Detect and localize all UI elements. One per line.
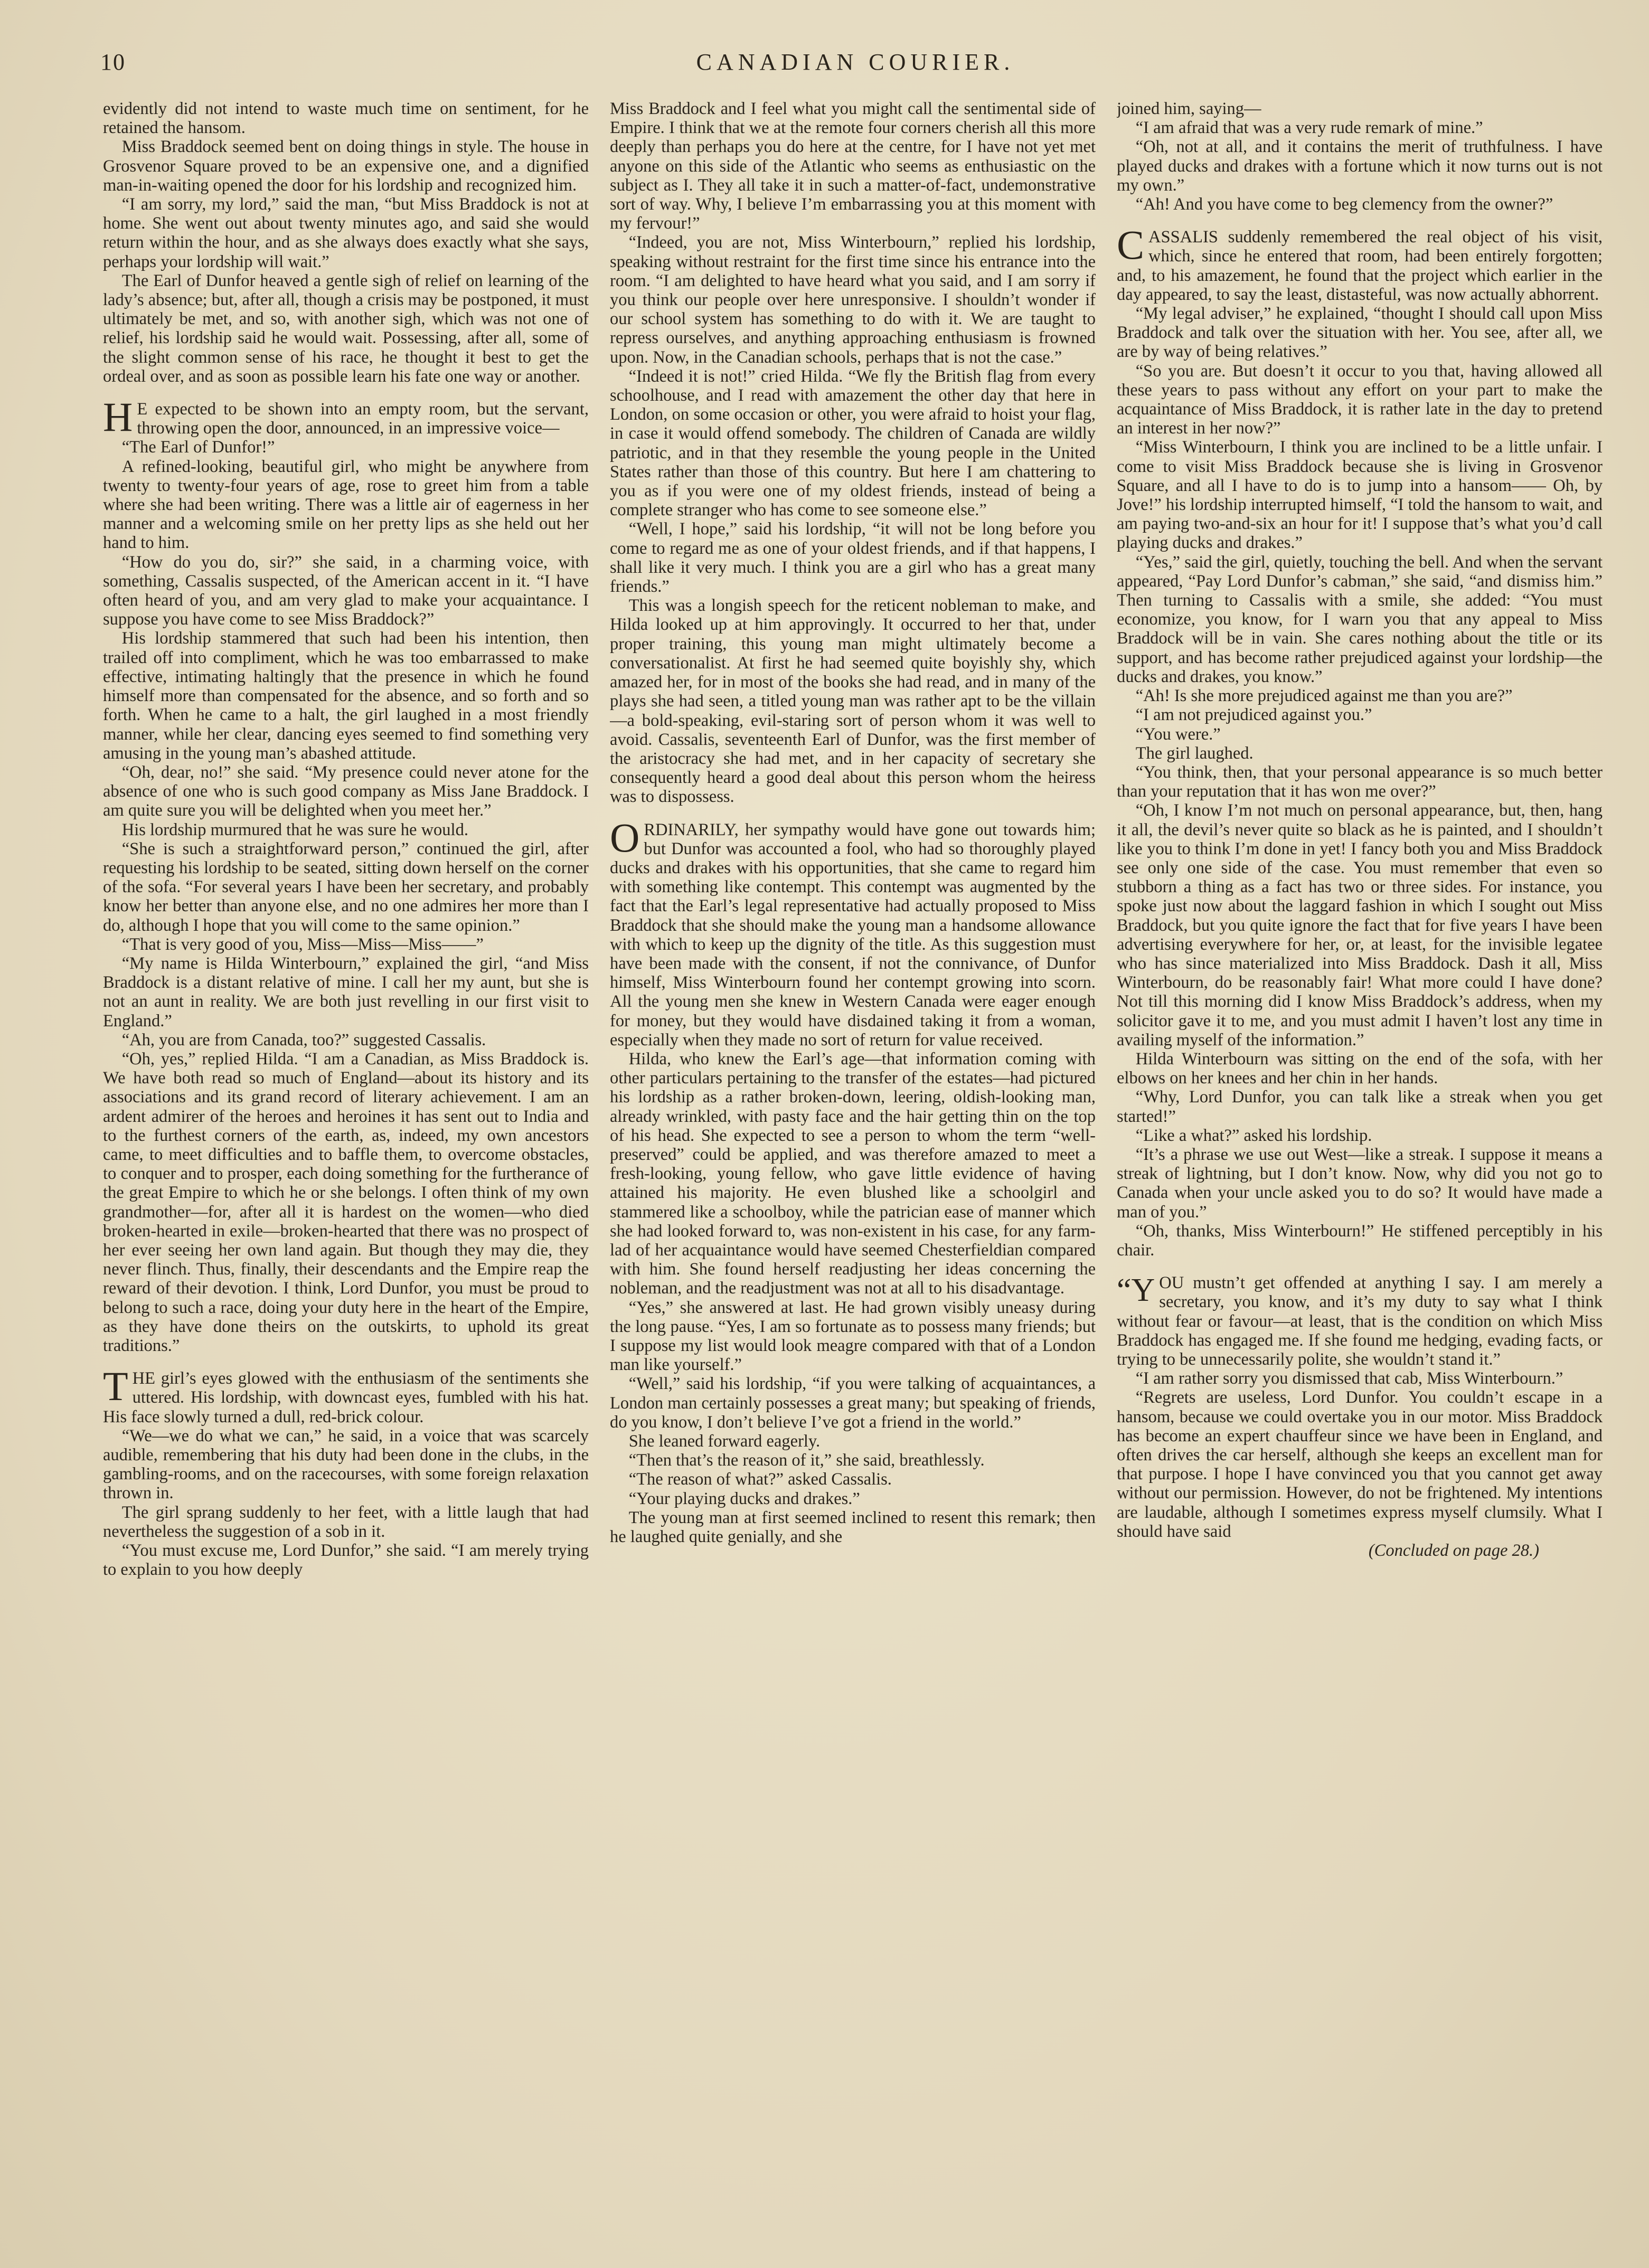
article-paragraph: “I am sorry, my lord,” said the man, “but Miss Braddock is not at home. She went out about twenty minutes ago, and said she would return within the hour, and as she always does exactly what she says, perhaps your lordship will wait.” [103,195,589,271]
article-paragraph: “Oh, thanks, Miss Winterbourn!” He stiffened perceptibly in his chair. [1117,1221,1603,1260]
running-head: CANADIAN COURIER. [696,49,1015,75]
article-paragraph: “Ah! And you have come to beg clemency from the owner?” [1135,195,1553,214]
column-3 [1117,99,1603,2237]
article-paragraph: “Oh, not at all, and it contains the merit of truthfulness. I have played ducks and drakes with a fortune which it now turns out is not my own.” [1117,137,1603,195]
article-paragraph: The girl sprang suddenly to her feet, with a little laugh that had nevertheless the suggestion of a sob in it. [103,1502,589,1541]
article-paragraph: “Then that’s the reason of it,” she said, breathlessly. [628,1451,985,1470]
article-paragraph: A refined-looking, beautiful girl, who might be anywhere from twenty to twenty-four years of age, rose to greet him from a table where she had been writing. There was a little air of eagerness in her manner and a welcoming smile on her pretty lips as she held out her hand to him. [103,457,589,553]
article-paragraph: “Ah! Is she more prejudiced against me than you are?” [1135,686,1513,706]
article-paragraph: evidently did not intend to waste much time on sentiment, for he retained the hansom. [103,99,589,138]
article-paragraph: “Yes,” said the girl, quietly, touching the bell. And when the servant appeared, “Pay Lord Dunfor’s cabman,” she said, “and dismiss him.” Then turning to Cassalis with a smile, she added: “You must economize, you know, for I warn you that any appeal to Miss Braddock will be in vain. She cares nothing about the title or its support, and has become rather prejudiced against your lordship—the ducks and drakes, you know.” [1117,552,1603,686]
article-paragraph: “I am not prejudiced against you.” [1135,705,1372,725]
article-paragraph: “I am afraid that was a very rude remark of mine.” [1135,118,1483,138]
article-paragraph: “Your playing ducks and drakes.” [628,1489,860,1508]
article-paragraph: “Oh, I know I’m not much on personal appearance, but, then, hang it all, the devil’s never quite so black as he is painted, and I shouldn’t like you to think I’m done in yet! I fancy both you and Miss Braddock see only one side of the case. You must remember that even so stubborn a thing as a fact has two or three sides. For instance, you spoke just now about the laggard fashion in which I sought out Miss Braddock, but you quite ignore the fact that for five years I have been advertising everywhere for her, or, at least, for the invisible legatee who has since materialized into Miss Braddock. Dash it all, Miss Winterbourn, do be reasonably fair! What more could I have done? Not till this morning did I know Miss Braddock’s address, when my solicitor gave it to me, and you must admit I haven’t lost any time in availing myself of the information.” [1117,801,1603,1050]
article-paragraph: The young man at first seemed inclined to resent this remark; then he laughed quite genially, and she [610,1508,1096,1547]
article-paragraph: This was a longish speech for the reticent nobleman to make, and Hilda looked up at him approvingly. It occurred to her that, under proper training, this young man might ultimately become a conversationalist. At first he had seemed quite boyishly shy, which amazed her, for in most of the books she had read, and in many of the plays she had seen, a titled young man was rather apt to be the villain—a bold-speaking, evil-staring sort of person whom it was well to avoid. Cassalis, seventeenth Earl of Dunfor, was the first member of the aristocracy she had met, and in her capacity of secretary she consequently heard a good deal about this person whom the heiress was to dispossess. [610,596,1096,807]
article-paragraph: “You were.” [1135,724,1221,744]
article-paragraph: “Yes,” she answered at last. He had grown visibly uneasy during the long pause. “Yes, I am so fortunate as to possess many friends; but I suppose my list would look meagre compared with that of a London man like yourself.” [610,1298,1096,1375]
article-paragraph: CASSALIS suddenly remembered the real object of his visit, which, since he entered that room, had been entirely forgotten; and, to his amazement, he found that the project which earlier in the day appeared, to say the least, distasteful, was now actually abhorrent. [1117,222,1603,304]
article-paragraph: “We—we do what we can,” he said, in a voice that was scarcely audible, remembering that his duty had been done in the clubs, in the gambling-rooms, and on the racecourses, with some foreign relaxation thrown in. [103,1426,589,1503]
article-paragraph: “Like a what?” asked his lordship. [1135,1126,1372,1145]
article-paragraph: “It’s a phrase we use out West—like a streak. I suppose it means a streak of lightning, but I don’t know. Now, why did you not go to Canada when your uncle asked you to do so? It would have made a man of you.” [1117,1145,1603,1222]
article-paragraph: “Ah, you are from Canada, too?” suggested Cassalis. [121,1030,486,1050]
column-2 [610,99,1096,2237]
article-columns [103,99,1613,2237]
article-paragraph: Hilda Winterbourn was sitting on the end of the sofa, with her elbows on her knees and her chin in her hands. [1117,1049,1603,1088]
article-paragraph: “YOU mustn’t get offended at anything I say. I am merely a secretary, you know, and it’s my duty to say what I think without fear or favour—at least, that is the condition on which Miss Braddock has engaged me. If she found me hedging, evading facts, or trying to be unnecessarily polite, she wouldn’t stand it.” [1117,1272,1603,1369]
article-paragraph: “Indeed it is not!” cried Hilda. “We fly the British flag from every schoolhouse, and I read with amazement the other day that here in London, on some occasion or other, you were afraid to hoist your flag, in case it would offend somebody. The children of Canada are wildly patriotic, and in that they resemble the young people in the United States rather than those of this country. But here I am chattering to you as if you were one of my oldest friends, instead of being a complete stranger who has come to see someone else.” [610,366,1096,520]
article-paragraph: “Indeed, you are not, Miss Winterbourn,” replied his lordship, speaking without restraint for the first time since his entrance into the room. “I am delighted to have heard what you said, and I am sorry if you think our people over here unresponsive. I shouldn’t wonder if our school system has something to do with it. We are taught to repress ourselves, and anything approaching enthusiasm is frowned upon. Now, in the Canadian schools, perhaps that is not the case.” [610,233,1096,367]
article-paragraph: THE girl’s eyes glowed with the enthusiasm of the sentiments she uttered. His lordship, with downcast eyes, fumbled with his hat. His face slowly turned a dull, red-brick colour. [103,1363,589,1426]
page-number: 10 [100,49,126,75]
article-paragraph: HE expected to be shown into an empty room, but the servant, throwing open the door, announced, in an impressive voice— [103,394,589,440]
article-paragraph: “Well,” said his lordship, “if you were talking of acquaintances, a London man certainly possesses a great many; but speaking of friends, do you know, I don’t believe I’ve got a friend in the world.” [610,1374,1096,1432]
article-paragraph: “My legal adviser,” he explained, “thought I should call upon Miss Braddock and talk over the situation with her. You see, after all, we are by way of being relatives.” [1117,304,1603,362]
article-paragraph: “Why, Lord Dunfor, you can talk like a streak when you get started!” [1117,1088,1603,1126]
article-paragraph: “Oh, dear, no!” she said. “My presence could never atone for the absence of one who is such good company as Miss Jane Braddock. I am quite sure you will be delighted when you meet her.” [103,762,589,820]
article-paragraph: “I am rather sorry you dismissed that cab, Miss Winterbourn.” [1135,1369,1563,1388]
article-paragraph: The Earl of Dunfor heaved a gentle sigh of relief on learning of the lady’s absence; but, after all, though a crisis may be postponed, it must ultimately be met, and so, with another sigh, which was not one of relief, his lordship said he would wait. Possessing, after all, some of the slight common sense of his race, he thought it best to get the ordeal over, and as soon as possible learn his fate one way or another. [103,271,589,386]
article-paragraph: “That is very good of you, Miss—Miss—Miss——” [121,934,484,954]
page-header [100,49,1610,86]
article-paragraph: joined him, saying— [1117,99,1261,118]
article-paragraph: “Miss Winterbourn, I think you are inclined to be a little unfair. I come to visit Miss Braddock because she is living in Grosvenor Square, and all I have to do is to jump into a hansom—— Oh, by Jove!” his lordship interrupted himself, “I told the hansom to wait, and am paying two-and-six an hour for it! I suppose that’s what you’d call playing ducks and drakes.” [1117,438,1603,553]
article-paragraph: “So you are. But doesn’t it occur to you that, having allowed all these years to pass without any effort on your part to make the acquaintance of Miss Braddock, it is rather late in the day to pretend an interest in her now?” [1117,361,1603,438]
article-paragraph: “The reason of what?” asked Cassalis. [628,1470,892,1489]
article-paragraph: “The Earl of Dunfor!” [121,438,275,457]
article-paragraph: “My name is Hilda Winterbourn,” explained the girl, “and Miss Braddock is a distant relative of mine. I call her my aunt, but she is not an aunt in reality. We are both just revelling in our first visit to England.” [103,953,589,1031]
column-1 [103,99,589,2237]
article-paragraph: His lordship murmured that he was sure he would. [121,820,468,839]
article-paragraph: She leaned forward eagerly. [628,1432,821,1451]
article-paragraph: Miss Braddock seemed bent on doing things in style. The house in Grosvenor Square proved to be an expensive one, and a dignified man-in-waiting opened the door for his lordship and recognized him. [103,137,589,195]
article-paragraph: (Concluded on page 28.) [1368,1541,1539,1561]
article-paragraph: His lordship stammered that such had been his intention, then trailed off into compliment, which he was too embarrassed to make effective, intimating haltingly that the presence in which he found himself more than compensated for the absence, and so forth and so forth. When he came to a halt, the girl laughed in a most friendly manner, while her clear, dancing eyes seemed to find something very amusing in the young man’s abashed attitude. [103,629,589,763]
article-paragraph: “Well, I hope,” said his lordship, “it will not be long before you come to regard me as one of your oldest friends, and if that happens, I shall like it very much. I think you are a girl who has a great many friends.” [610,519,1096,597]
article-paragraph: The girl laughed. [1135,743,1254,763]
article-paragraph: Hilda, who knew the Earl’s age—that information coming with other particulars pertaining to the transfer of the estates—had pictured his lordship as a rather broken-down, leering, oldish-looking man, already wrinkled, with pasty face and the hair getting thin on the top of his head. She expected to see a person to whom the term “well-preserved” could be applied, and was therefore amazed to meet a fresh-looking, young fellow, who gave little evidence of having attained his majority. He even blushed like a schoolgirl and stammered like a schoolboy, while the patrician ease of manner which she had looked forward to, was non-existent in his case, for any farm-lad of her acquaintance would have seemed Chesterfieldian compared with him. She found herself readjusting her ideas concerning the nobleman, and the readjustment was not at all to his disadvantage. [610,1049,1096,1298]
article-paragraph: “She is such a straightforward person,” continued the girl, after requesting his lordship to be seated, sitting down herself on the corner of the sofa. “For several years I have been her secretary, and probably know her better than anyone else, and no one admires her more than I do, although I hope that you will come to the same opinion.” [103,839,589,935]
article-paragraph: “Oh, yes,” replied Hilda. “I am a Canadian, as Miss Braddock is. We have both read so much of England—about its history and its associations and its grand record of literary achievement. I am an ardent admirer of the heroes and heroines it has sent out to India and to the furthest corners of the earth, as, indeed, my own ancestors came, to meet difficulties and to baffle them, to overcome obstacles, to conquer and to prosper, each doing something for the furtherance of the great Empire to which he or she belongs. I often think of my own grandmother—for, after all it is hardest on the women—who died broken-hearted in exile—broken-hearted that there was no prospect of her ever seeing her own land again. But though they may die, they never flinch. Thus, finally, their descendants and the Empire reap the reward of their devotion. I think, Lord Dunfor, you must be proud to belong to such a race, doing your duty here in the heart of the Empire, as they have done theirs on the outskirts, to uphold its great traditions.” [103,1049,589,1355]
article-paragraph: “Regrets are useless, Lord Dunfor. You couldn’t escape in a hansom, because we could overtake you in our motor. Miss Braddock has become an expert chauffeur since we have been in England, and often drives the car herself, although she keeps an excellent man for that purpose. I hope I have convinced you that you cannot get away without our permission. However, do not be frightened. My intentions are laudable, although I sometimes express myself clumsily. What I should have said [1117,1388,1603,1541]
article-paragraph: “You must excuse me, Lord Dunfor,” she said. “I am merely trying to explain to you how deeply [103,1541,589,1580]
article-paragraph: Miss Braddock and I feel what you might call the sentimental side of Empire. I think that we at the remote four corners cherish all this more deeply than perhaps you do here at the centre, for I have not yet met anyone on this side of the Atlantic who seems as enthusiastic on the subject as I. They all take it in such a matter-of-fact, undemonstrative sort of way. Why, I believe I’m embarrassing you at this moment with my fervour!” [610,99,1096,233]
article-paragraph: “How do you do, sir?” she said, in a charming voice, with something, Cassalis suspected, of the American accent in it. “I have often heard of you, and am very glad to make your acquaintance. I suppose you have come to see Miss Braddock?” [103,552,589,629]
article-paragraph: “You think, then, that your personal appearance is so much better than your reputation that it has won me over?” [1117,762,1603,801]
article-paragraph: ORDINARILY, her sympathy would have gone out towards him; but Dunfor was accounted a fool, who had so thoroughly played ducks and drakes with his opportunities, that she came to regard him with something like contempt. This contempt was augmented by the fact that the Earl’s legal representative had actually proposed to Miss Braddock that she should make the young man a handsome allowance with which to keep up the dignity of the title. As this suggestion must have been made with the consent, if not the connivance, of Dunfor himself, Miss Winterbourn found her contempt growing into scorn. All the young men she knew in Western Canada were eager enough for money, but they would have disdained taking it from a woman, especially when they made no sort of return for value received. [610,814,1096,1050]
